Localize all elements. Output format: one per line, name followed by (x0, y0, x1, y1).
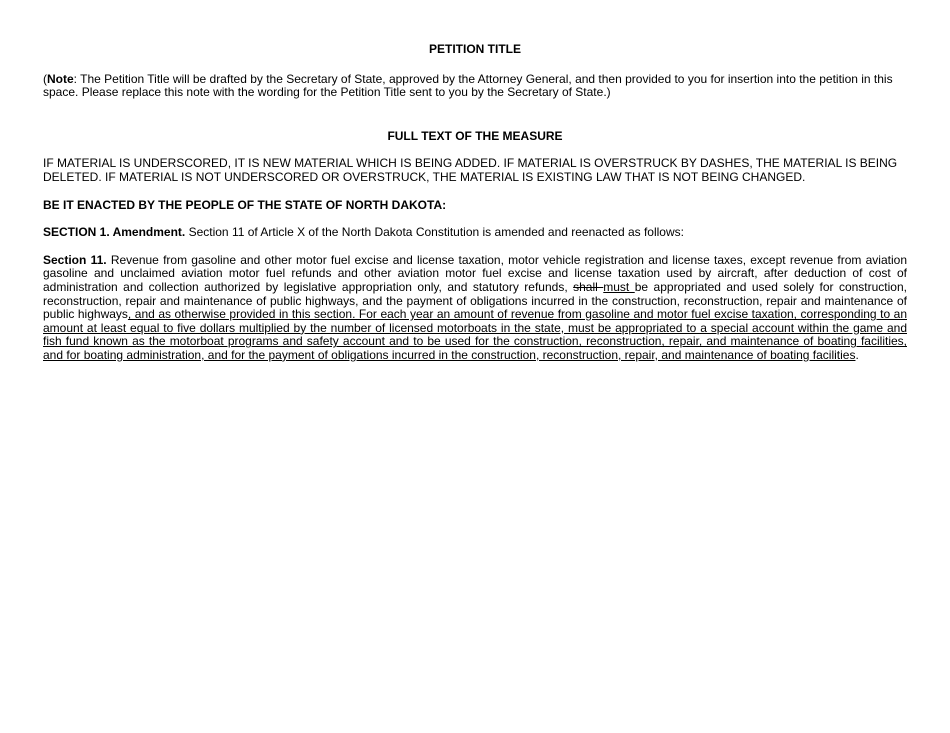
section-11-end-period: . (855, 347, 859, 362)
section-11-label: Section 11. (43, 252, 107, 267)
petition-title-heading: PETITION TITLE (429, 42, 521, 56)
section-11-text-existing-b: be appropriated and used solely for construction, reconstruction, repair and maintenance of public highways, and the payment of obligations incurred in the construction, reconstruction, repair and maintenance of public highways (43, 279, 907, 322)
section-1-label: SECTION 1. Amendment. (43, 225, 186, 240)
enacting-clause: BE IT ENACTED BY THE PEOPLE OF THE STATE OF NORTH DAKOTA: (43, 197, 447, 212)
section-1-paragraph (43, 226, 907, 240)
section-11-inserted-text-a: must (603, 279, 635, 294)
section-11-paragraph (43, 254, 907, 363)
petition-title-note (43, 73, 907, 100)
full-text-heading: FULL TEXT OF THE MEASURE (387, 128, 563, 143)
document-page (43, 36, 907, 363)
note-text: : The Petition Title will be drafted by the Secretary of State, approved by the Attorney General, and then provided to you for insertion into the petition in this space. Please replace this note with the wording for the Petition Title sent to you by the Secretary of State.) (43, 71, 893, 100)
markup-instructions: IF MATERIAL IS UNDERSCORED, IT IS NEW MATERIAL WHICH IS BEING ADDED. IF MATERIAL IS OVERSTRUCK BY DASHES, THE MATERIAL IS BEING DELETED. IF MATERIAL IS NOT UNDERSCORED OR OVERSTRUCK, THE MATERIAL IS EXISTING LAW THAT IS NOT BEING CHANGED. (43, 156, 898, 184)
section-11-deleted-text: shall (573, 279, 604, 294)
note-label: Note (47, 71, 74, 86)
section-1-text: Section 11 of Article X of the North Dakota Constitution is amended and reenacted as follows: (185, 225, 684, 240)
section-11-text-existing-a: Revenue from gasoline and other motor fuel excise and license taxation, motor vehicle registration and license taxes, except revenue from aviation gasoline and unclaimed aviation motor fuel refunds and other aviation motor fuel excise and license taxation used by aircraft, after deduction of cost of administration and collection authorized by legislative appropriation only, and statutory refunds, (43, 252, 907, 294)
section-11-inserted-text-b: , and as otherwise provided in this section. For each year an amount of revenue from gasoline and motor fuel excise taxation, corresponding to an amount at least equal to five dollars multiplied by the number of licensed motorboats in the state, must be appropriated to a special account within the game and fish fund known as the motorboat programs and safety account and to be used for the construction, reconstruction, repair, and maintenance of boating facilities, and for boating administration, and for the payment of obligations incurred in the construction, reconstruction, repair, and maintenance of boating facilities (43, 307, 907, 362)
note-open-paren: ( (43, 71, 47, 86)
